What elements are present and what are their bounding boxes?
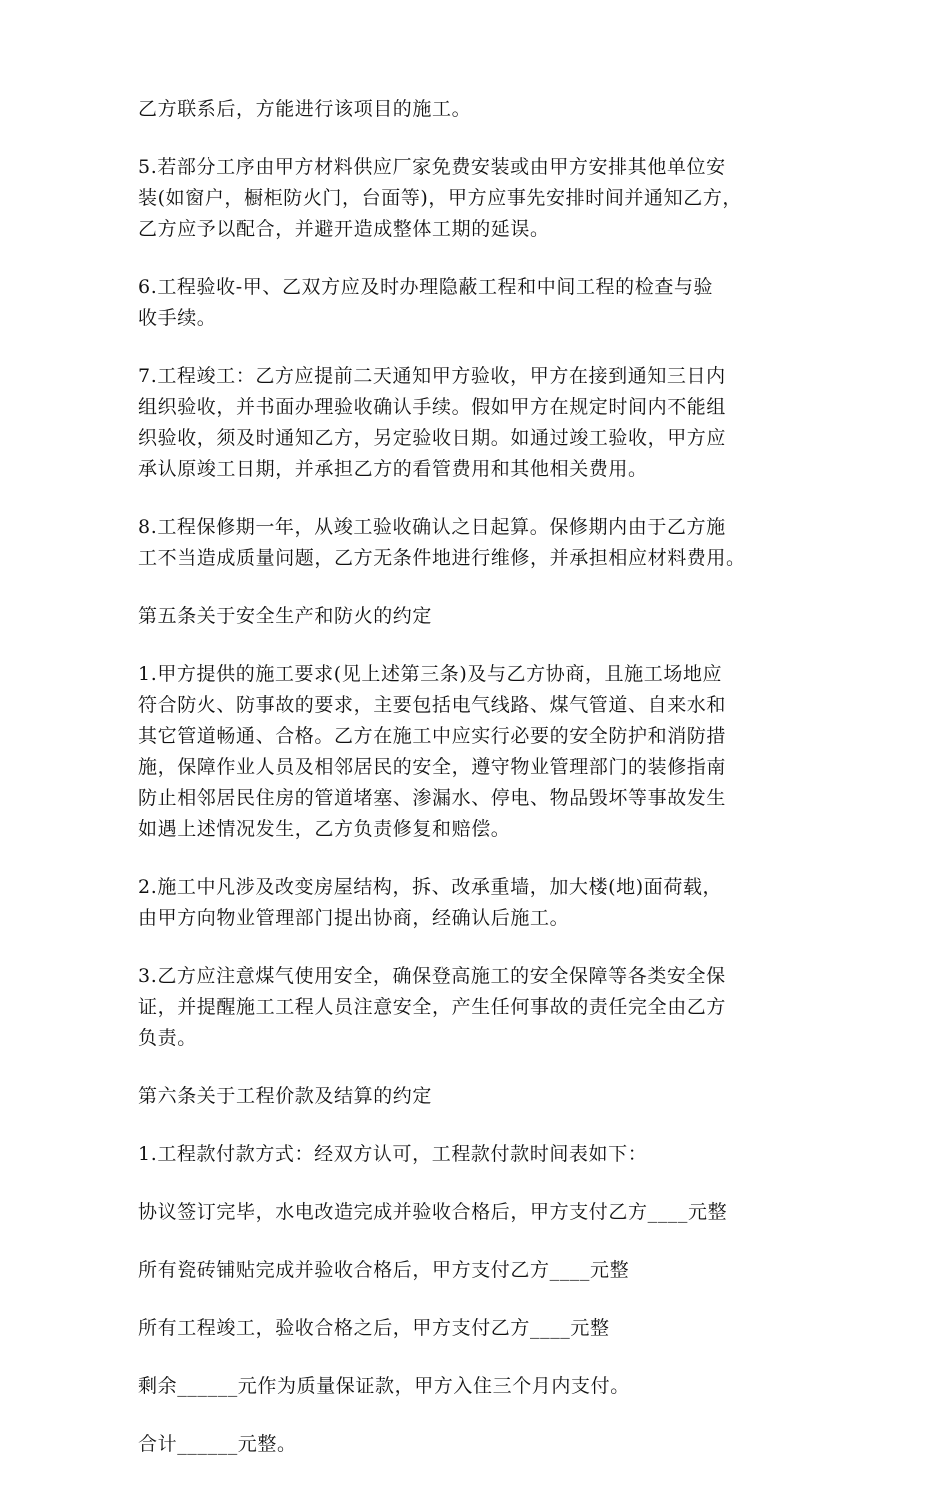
paragraph-total [138, 1429, 828, 1460]
text-line: 剩余______元作为质量保证款，甲方入住三个月内支付。 [138, 1375, 630, 1397]
paragraph-clause-6 [138, 272, 828, 334]
text-line: 5.若部分工序由甲方材料供应厂家免费安装或由甲方安排其他单位安 [138, 156, 726, 178]
text-line: 2.施工中凡涉及改变房屋结构，拆、改承重墙，加大楼(地)面荷载， [138, 876, 723, 898]
paragraph-payment-stage-2 [138, 1255, 828, 1286]
paragraph-safety-2 [138, 872, 828, 934]
heading-text: 第五条关于安全生产和防火的约定 [138, 605, 433, 627]
heading-text: 第六条关于工程价款及结算的约定 [138, 1085, 433, 1107]
text-line: 工不当造成质量问题，乙方无条件地进行维修，并承担相应材料费用。 [138, 547, 746, 569]
paragraph-safety-1 [138, 659, 828, 845]
text-line: 其它管道畅通、合格。乙方在施工中应实行必要的安全防护和消防措 [138, 725, 727, 747]
text-line: 合计______元整。 [138, 1433, 297, 1455]
section-heading-article-5 [138, 601, 828, 632]
text-line: 施，保障作业人员及相邻居民的安全，遵守物业管理部门的装修指南 [138, 756, 727, 778]
text-line: 证，并提醒施工工程人员注意安全，产生任何事故的责任完全由乙方 [138, 996, 727, 1018]
text-line: 符合防火、防事故的要求，主要包括电气线路、煤气管道、自来水和 [138, 694, 727, 716]
text-line: 织验收，须及时通知乙方，另定验收日期。如通过竣工验收，甲方应 [138, 427, 727, 449]
text-line: 装(如窗户，橱柜防火门，台面等)，甲方应事先安排时间并通知乙方， [138, 187, 743, 209]
paragraph-payment-method [138, 1139, 828, 1170]
document-page [138, 94, 828, 1487]
text-line: 乙方应予以配合，并避开造成整体工期的延误。 [138, 218, 550, 240]
text-line: 由甲方向物业管理部门提出协商，经确认后施工。 [138, 907, 570, 929]
text-line: 1.甲方提供的施工要求(见上述第三条)及与乙方协商，且施工场地应 [138, 663, 723, 685]
text-line: 7.工程竣工：乙方应提前二天通知甲方验收，甲方在接到通知三日内 [138, 365, 726, 387]
text-line: 协议签订完毕，水电改造完成并验收合格后，甲方支付乙方____元整 [138, 1201, 728, 1223]
paragraph-clause-7 [138, 361, 828, 485]
text-line: 6.工程验收-甲、乙双方应及时办理隐蔽工程和中间工程的检查与验 [138, 276, 714, 298]
text-line: 承认原竣工日期，并承担乙方的看管费用和其他相关费用。 [138, 458, 648, 480]
paragraph-payment-stage-3 [138, 1313, 828, 1344]
paragraph-safety-3 [138, 961, 828, 1054]
text-line: 组织验收，并书面办理验收确认手续。假如甲方在规定时间内不能组 [138, 396, 727, 418]
text-line: 3.乙方应注意煤气使用安全，确保登高施工的安全保障等各类安全保 [138, 965, 726, 987]
text-line: 负责。 [138, 1027, 197, 1049]
text-line: 8.工程保修期一年，从竣工验收确认之日起算。保修期内由于乙方施 [138, 516, 726, 538]
text-line: 乙方联系后，方能进行该项目的施工。 [138, 98, 472, 120]
text-line: 所有工程竣工，验收合格之后，甲方支付乙方____元整 [138, 1317, 610, 1339]
text-line: 如遇上述情况发生，乙方负责修复和赔偿。 [138, 818, 511, 840]
text-line: 防止相邻居民住房的管道堵塞、渗漏水、停电、物品毁坏等事故发生 [138, 787, 727, 809]
text-line: 所有瓷砖铺贴完成并验收合格后，甲方支付乙方____元整 [138, 1259, 630, 1281]
section-heading-article-6 [138, 1081, 828, 1112]
paragraph-clause-5 [138, 152, 828, 245]
text-line: 1.工程款付款方式：经双方认可，工程款付款时间表如下： [138, 1143, 648, 1165]
paragraph-clause-8 [138, 512, 828, 574]
paragraph-payment-stage-1 [138, 1197, 828, 1228]
text-line: 收手续。 [138, 307, 217, 329]
paragraph-1 [138, 94, 828, 125]
paragraph-retention [138, 1371, 828, 1402]
